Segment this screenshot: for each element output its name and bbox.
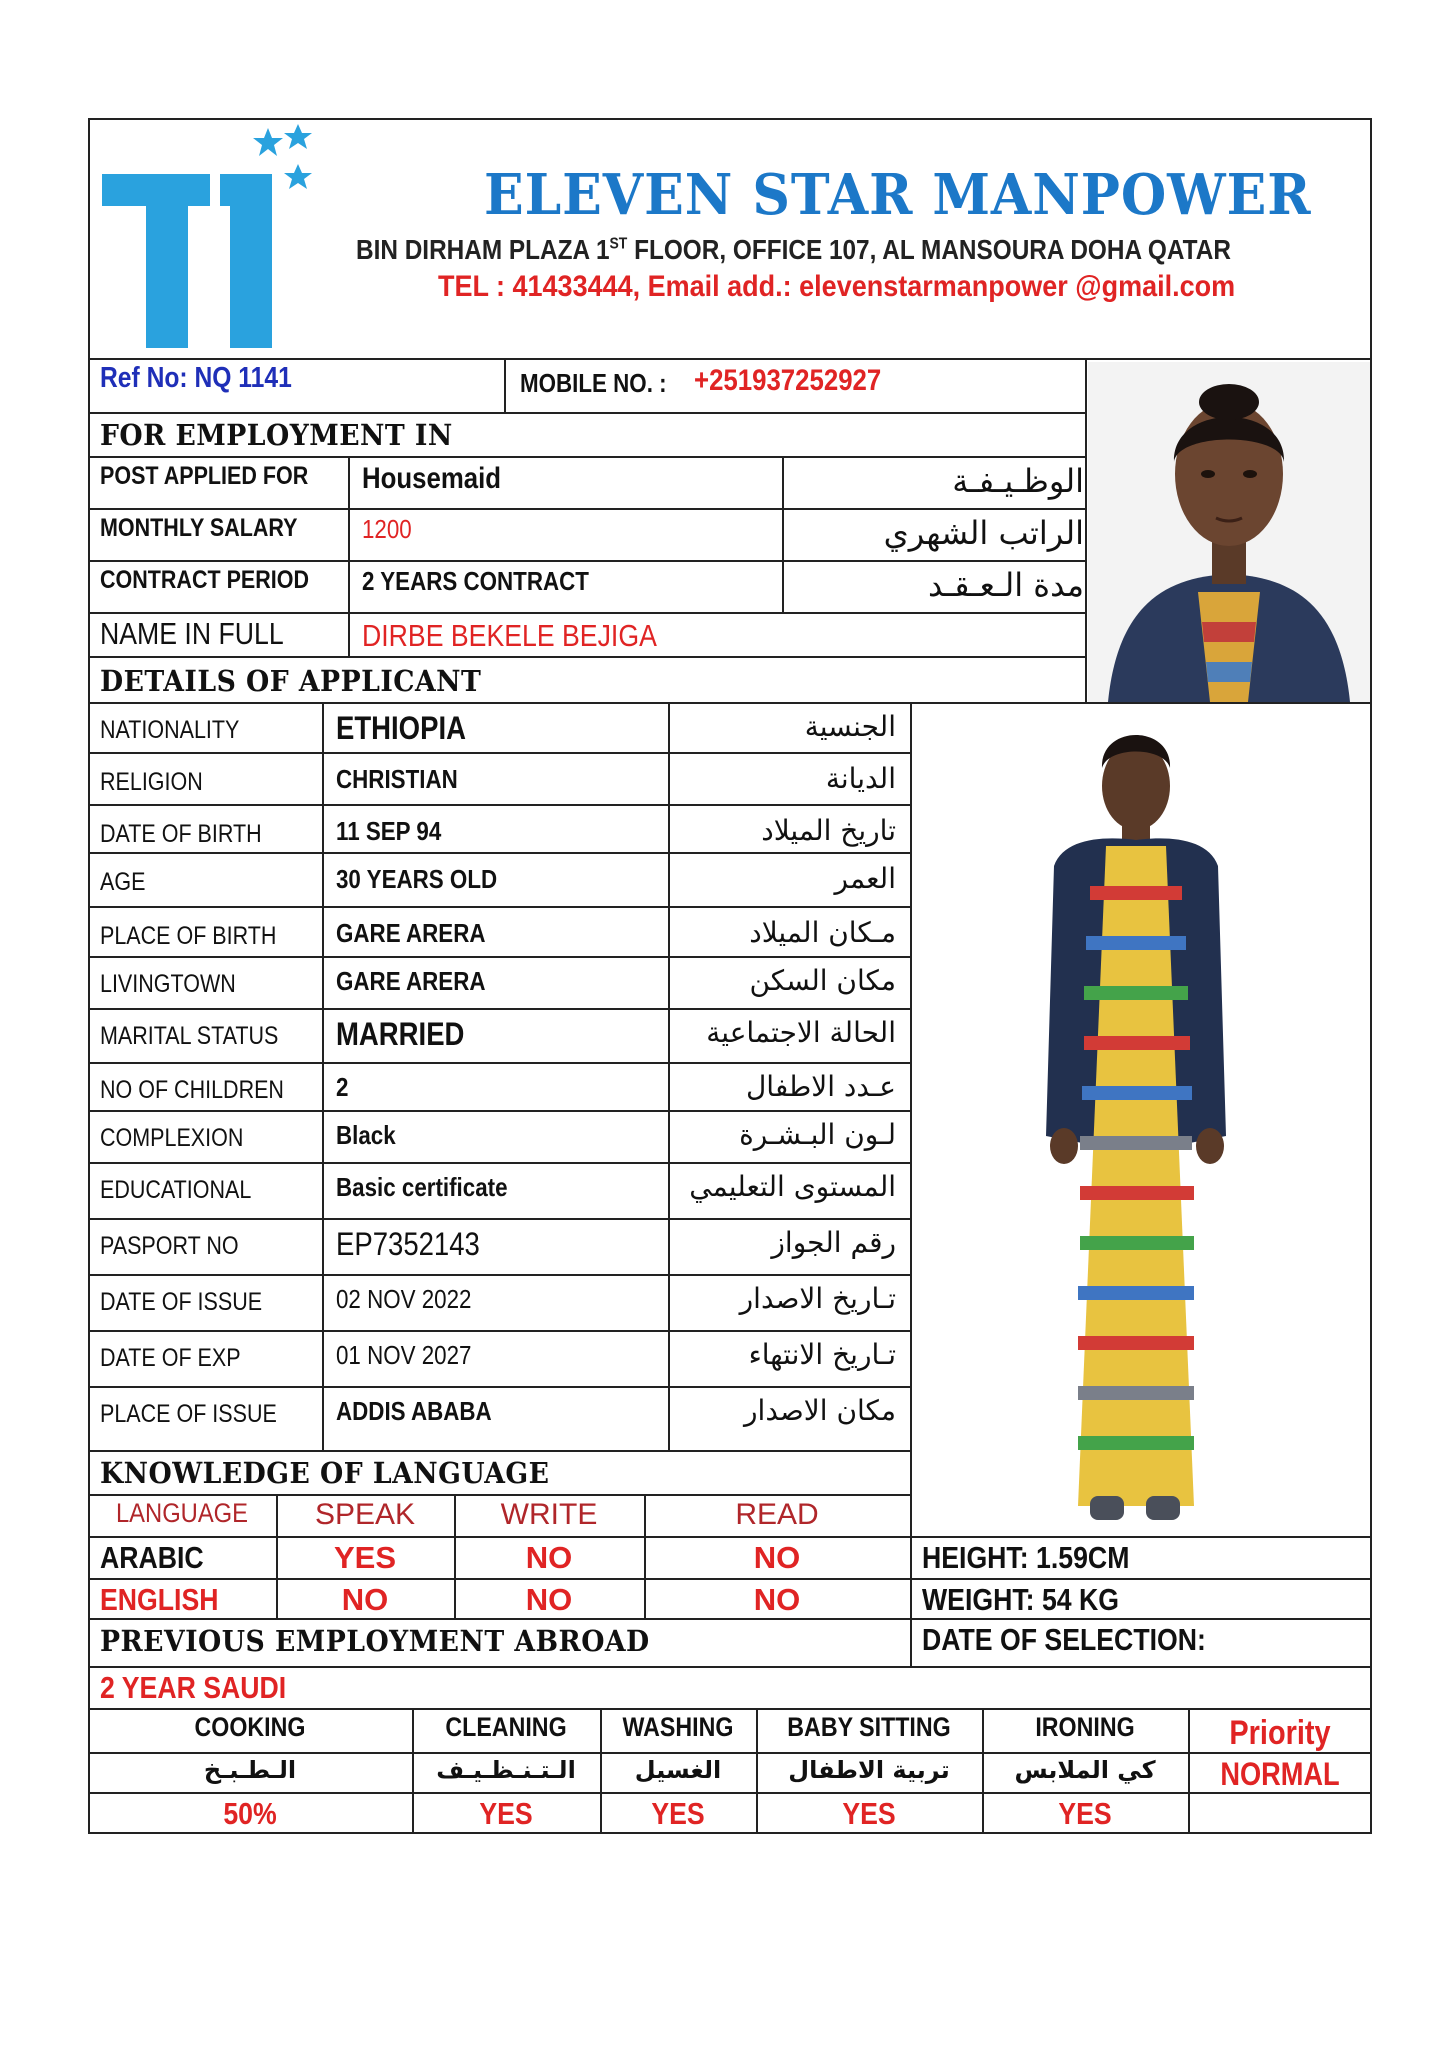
detail-value: 01 NOV 2027 [336,1340,472,1370]
language-english: ENGLISH [100,1582,219,1617]
detail-value: CHRISTIAN [336,764,458,794]
company-contact: TEL : 41433444, Email add.: elevenstarmanpower @gmail.com [438,270,1236,303]
detail-label: EDUCATIONAL [100,1176,252,1204]
detail-value: ETHIOPIA [336,710,466,746]
skill-value: YES [1058,1796,1112,1831]
detail-value: Black [336,1120,396,1150]
detail-arabic: الجنسية [804,710,896,743]
details-row-divider [88,752,910,754]
details-row-divider [88,906,910,908]
language-header-write: WRITE [500,1498,598,1531]
mobile-label: MOBILE NO. : [520,368,667,398]
detail-arabic: العمر [834,862,896,895]
mobile-number: +251937252927 [694,364,882,397]
details-grid-col2 [668,702,670,1450]
language-header-read: READ [735,1498,819,1531]
skill-name: WASHING [622,1712,734,1742]
height-value: HEIGHT: 1.59CM [922,1540,1130,1575]
applicant-face-photo [1088,362,1370,702]
details-row-divider [88,1274,910,1276]
detail-arabic: تاريخ الميلاد [761,814,896,847]
skill-value: YES [842,1796,896,1831]
details-row-divider [88,852,910,854]
arabic-read: NO [753,1540,801,1575]
monthly-salary-label: MONTHLY SALARY [100,514,298,542]
detail-arabic: مـكان الميلاد [749,916,896,949]
ref-number: Ref No: NQ 1141 [100,362,292,394]
detail-value: EP7352143 [336,1226,480,1262]
detail-label: RELIGION [100,768,203,796]
previous-employment-title: PREVIOUS EMPLOYMENT ABROAD [100,1624,650,1658]
detail-arabic: المستوى التعليمي [689,1170,896,1203]
skill-name: CLEANING [445,1712,567,1742]
skill-arabic: الـطـبـخ [203,1756,297,1784]
detail-value: MARRIED [336,1016,465,1052]
name-in-full-label: NAME IN FULL [100,616,284,651]
skill-name: COOKING [194,1712,306,1742]
weight-value: WEIGHT: 54 KG [922,1582,1120,1617]
skill-value: 50% [223,1796,277,1831]
skill-arabic: كي الملابس [1014,1756,1156,1784]
details-row-divider [88,1386,910,1388]
contract-period-arabic: مدة الـعـقـد [927,566,1084,604]
detail-label: MARITAL STATUS [100,1022,279,1050]
detail-value: 2 [336,1072,349,1102]
arabic-speak: YES [333,1540,397,1575]
company-address: BIN DIRHAM PLAZA 1ST FLOOR, OFFICE 107, AL MANSOURA DOHA QATAR [356,234,1231,265]
detail-value: 02 NOV 2022 [336,1284,472,1314]
detail-label: PLACE OF BIRTH [100,922,277,950]
detail-label: DATE OF BIRTH [100,820,262,848]
detail-arabic: رقم الجواز [771,1226,896,1259]
detail-label: NATIONALITY [100,716,240,744]
logo-eleven-stars-icon [100,120,330,350]
detail-label: PLACE OF ISSUE [100,1400,277,1428]
details-row-divider [88,1008,910,1010]
post-applied-arabic: الوظـيـفـة [952,462,1084,500]
company-name: ELEVEN STAR MANPOWER [484,162,1312,228]
detail-label: DATE OF ISSUE [100,1288,263,1316]
contract-period-label: CONTRACT PERIOD [100,566,310,594]
detail-arabic: الديانة [825,762,896,795]
detail-arabic: عـدد الاطفال [745,1070,896,1103]
date-of-selection: DATE OF SELECTION: [922,1622,1206,1657]
detail-label: DATE OF EXP [100,1344,241,1372]
detail-label: LIVINGTOWN [100,970,236,998]
details-row-divider [88,1218,910,1220]
details-grid-col1 [322,702,324,1450]
detail-arabic: تـاريخ الاصدار [739,1282,896,1315]
english-write: NO [525,1582,573,1617]
detail-arabic: الحالة الاجتماعية [706,1016,896,1049]
employment-section-title: FOR EMPLOYMENT IN [100,418,453,452]
name-in-full-value: DIRBE BEKELE BEJIGA [362,618,657,653]
detail-value: 11 SEP 94 [336,816,442,846]
detail-arabic: تـاريخ الانتهاء [748,1338,896,1371]
skill-name: IRONING [1035,1712,1135,1742]
company-logo [100,120,330,350]
priority-value: NORMAL [1220,1756,1340,1792]
skill-arabic: الغسيل [634,1756,722,1784]
skill-arabic: تربية الاطفال [788,1756,950,1784]
previous-employment-value: 2 YEAR SAUDI [100,1670,287,1705]
detail-value: GARE ARERA [336,918,486,948]
details-row-divider [88,1062,910,1064]
skill-arabic: الـتـنـظـيـف [436,1756,576,1784]
post-applied-label: POST APPLIED FOR [100,462,309,490]
details-row-divider [88,1162,910,1164]
details-row-divider [88,804,910,806]
contract-period-value: 2 YEARS CONTRACT [362,566,589,596]
monthly-salary-arabic: الراتب الشهري [883,514,1084,552]
skill-value: YES [479,1796,533,1831]
detail-label: AGE [100,868,146,896]
detail-arabic: لـون البـشـرة [739,1118,896,1151]
detail-value: 30 YEARS OLD [336,864,498,894]
detail-arabic: مكان السكن [749,964,896,997]
arabic-write: NO [525,1540,573,1575]
skill-name: BABY SITTING [787,1712,951,1742]
details-row-divider [88,1110,910,1112]
language-section-title: KNOWLEDGE OF LANGUAGE [100,1456,550,1490]
applicant-full-body-photo [914,706,1368,1534]
detail-value: ADDIS ABABA [336,1396,492,1426]
language-header-language: LANGUAGE [115,1498,249,1528]
priority-label: Priority [1229,1714,1331,1752]
post-applied-value: Housemaid [362,462,502,495]
detail-value: GARE ARERA [336,966,486,996]
detail-label: PASPORT NO [100,1232,239,1260]
language-header-speak: SPEAK [314,1498,416,1531]
detail-label: COMPLEXION [100,1124,244,1152]
details-row-divider [88,1330,910,1332]
monthly-salary-value: 1200 [362,514,412,544]
details-row-divider [88,956,910,958]
english-speak: NO [341,1582,389,1617]
language-arabic: ARABIC [100,1540,204,1575]
detail-value: Basic certificate [336,1172,508,1202]
english-read: NO [753,1582,801,1617]
detail-label: NO OF CHILDREN [100,1076,284,1104]
detail-arabic: مكان الاصدار [744,1394,896,1427]
skill-value: YES [651,1796,705,1831]
details-section-title: DETAILS OF APPLICANT [100,664,482,698]
